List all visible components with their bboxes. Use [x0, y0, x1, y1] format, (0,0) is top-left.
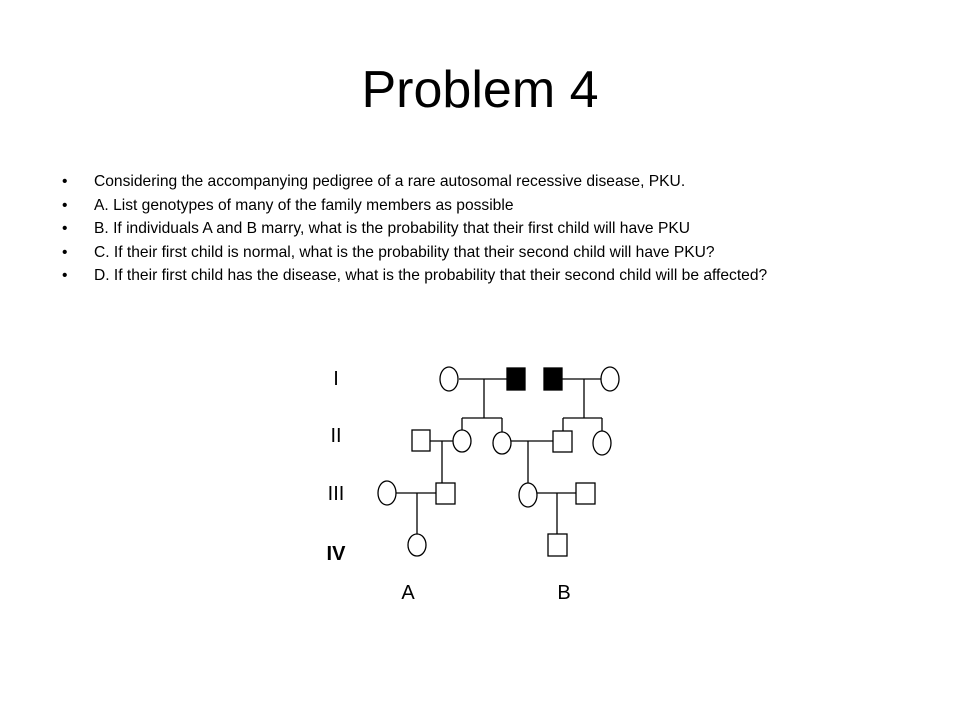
generation-label-iv: IV: [326, 543, 346, 565]
bullet-dot: •: [62, 220, 68, 237]
male-unaffected-iii-4: [576, 483, 595, 504]
bullet-dot: •: [62, 173, 68, 190]
female-unaffected-iii-3: [519, 483, 537, 507]
bullet-dot: •: [62, 196, 68, 214]
bullet-text: B. If individuals A and B marry, what is the probability that their first child will have PKU: [94, 220, 691, 237]
individual-label-b: B: [557, 582, 571, 604]
bullet-text: D. If their first child has the disease, what is the probability that their second child will be affected?: [94, 267, 768, 284]
male-affected-i-3: [544, 368, 562, 390]
male-unaffected-iii-2: [436, 483, 455, 504]
generation-label-ii: II: [330, 425, 342, 447]
female-unaffected-i-4: [601, 367, 619, 391]
female-unaffected-i-1: [440, 367, 458, 391]
individual-label-a: A: [401, 582, 415, 604]
male-unaffected-ii-1: [412, 430, 430, 451]
male-unaffected-ii-4: [553, 431, 572, 452]
female-individual-a: [408, 534, 426, 556]
female-unaffected-iii-1: [378, 481, 396, 505]
bullet-dot: •: [62, 267, 68, 284]
male-individual-b: [548, 534, 567, 556]
female-unaffected-ii-2: [453, 430, 471, 452]
pedigree-individuals: [378, 367, 619, 556]
bullet-dot: •: [62, 243, 68, 261]
bullet-text: C. If their first child is normal, what is the probability that their second child will have PKU?: [94, 243, 715, 261]
female-unaffected-ii-5: [593, 431, 611, 455]
bullet-text: Considering the accompanying pedigree of a rare autosomal recessive disease, PKU.: [94, 173, 686, 190]
slide-title: Problem 4: [361, 61, 599, 119]
pedigree-lines: [396, 379, 602, 534]
female-unaffected-ii-3: [493, 432, 511, 454]
generation-label-iii: III: [327, 483, 345, 505]
male-affected-i-2: [507, 368, 525, 390]
generation-label-i: I: [333, 368, 339, 390]
bullet-text: A. List genotypes of many of the family members as possible: [94, 196, 514, 214]
